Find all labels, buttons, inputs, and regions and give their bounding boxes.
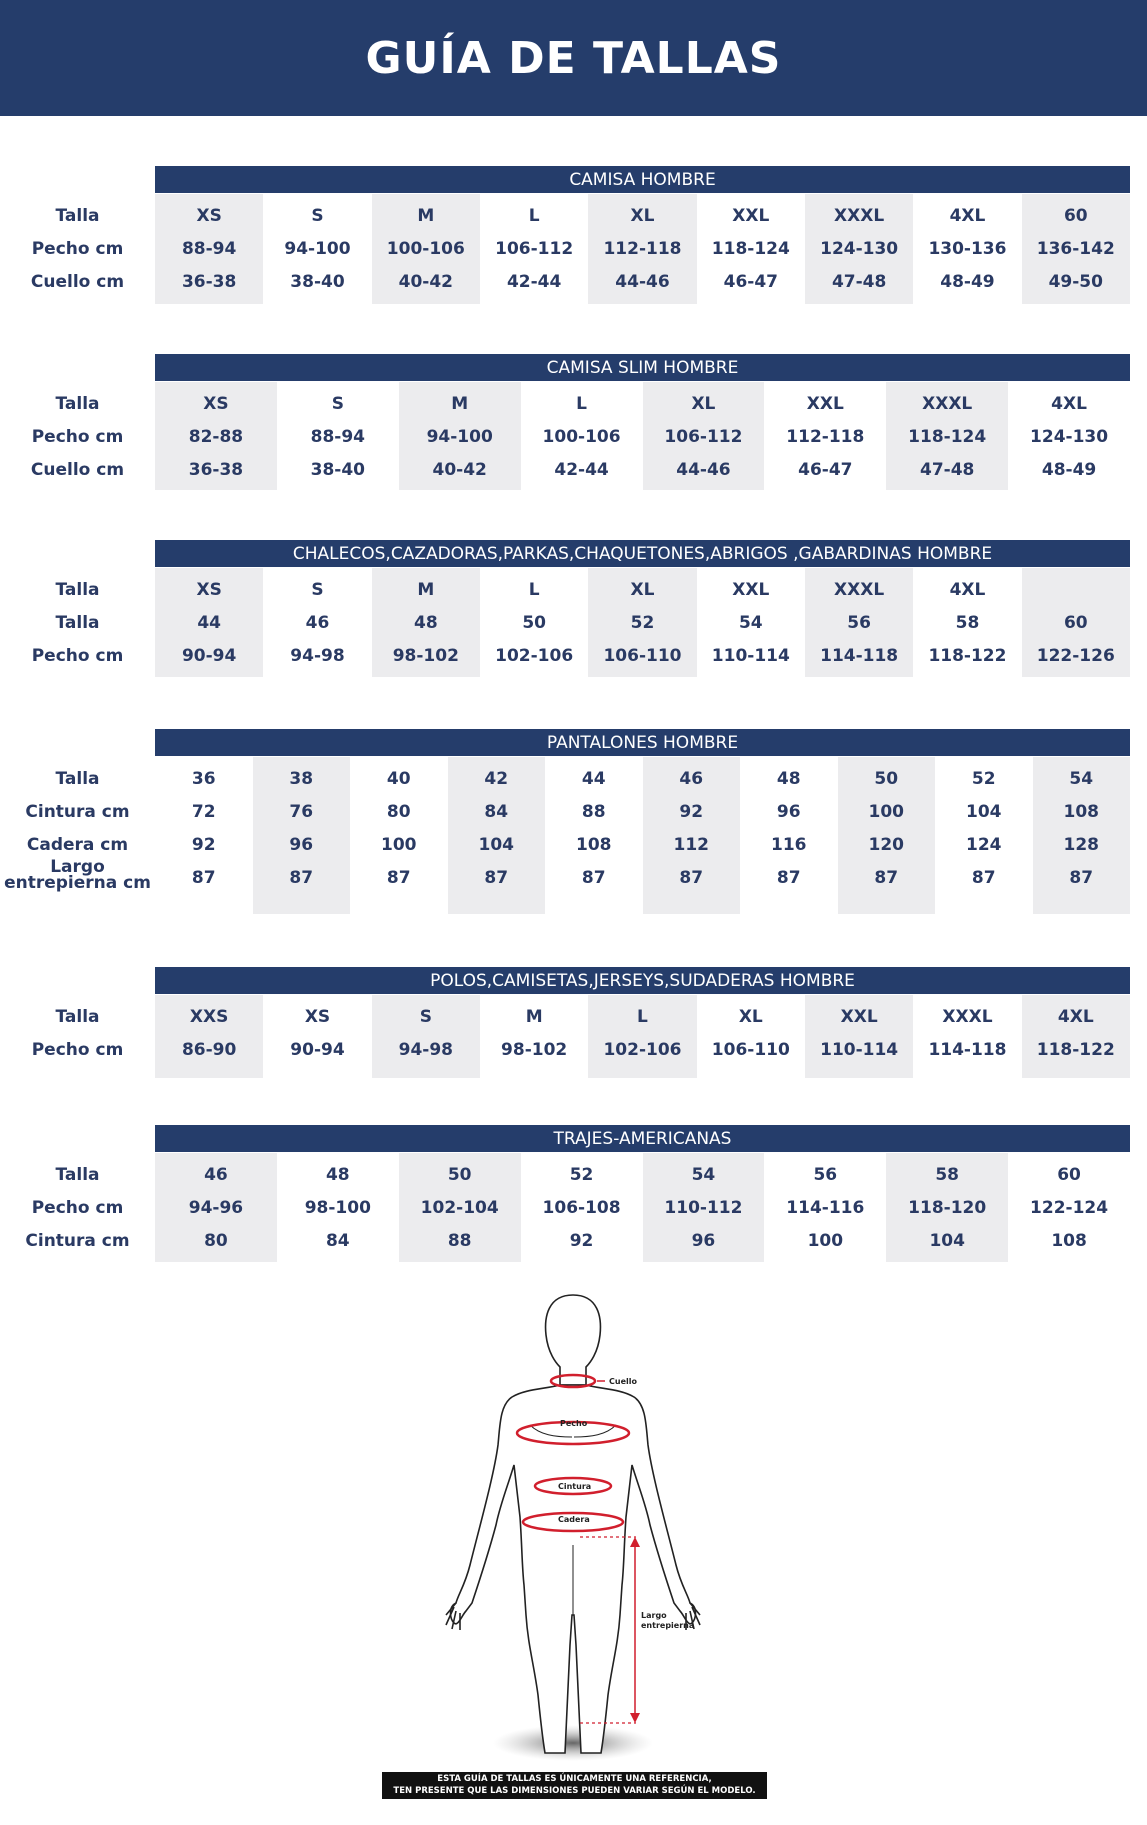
size-cell: 96 — [691, 1231, 716, 1251]
row-label: Pecho cm — [31, 1198, 124, 1218]
size-column — [155, 568, 263, 677]
size-cell: 92 — [191, 835, 216, 855]
size-column — [155, 757, 253, 914]
size-column — [588, 194, 696, 304]
size-column — [886, 382, 1008, 490]
size-cell: 114-118 — [820, 646, 899, 666]
section-title: CAMISA HOMBRE — [155, 166, 1130, 193]
size-column — [253, 757, 351, 914]
size-cell: 120 — [868, 835, 904, 855]
size-column — [913, 568, 1021, 677]
size-column — [399, 382, 521, 490]
size-cell: 58 — [955, 613, 980, 633]
size-column — [480, 568, 588, 677]
size-cell: 94-100 — [284, 239, 351, 259]
size-cell: 36 — [191, 769, 216, 789]
size-cell: 87 — [581, 868, 606, 888]
size-column — [805, 568, 913, 677]
size-cell: 42-44 — [506, 272, 562, 292]
size-cell: 82-88 — [188, 427, 244, 447]
size-cell: 124-130 — [1030, 427, 1109, 447]
size-column — [448, 757, 546, 914]
size-cell: 90-94 — [290, 1040, 345, 1060]
size-cell: L — [576, 394, 587, 414]
size-cell: 87 — [874, 868, 899, 888]
section-title: POLOS,CAMISETAS,JERSEYS,SUDADERAS HOMBRE — [155, 967, 1130, 994]
size-cell: 40-42 — [432, 460, 487, 480]
size-cell: XL — [738, 1007, 763, 1027]
size-cell: 87 — [679, 868, 704, 888]
size-cell: 40-42 — [398, 272, 453, 292]
size-column — [1022, 194, 1130, 304]
size-cell: XS — [196, 206, 222, 226]
size-cell: XS — [203, 394, 229, 414]
size-cell: 4XL — [1057, 1007, 1094, 1027]
size-cell: M — [525, 1007, 543, 1027]
size-cell: 110-114 — [711, 646, 790, 666]
size-cell: 86-90 — [181, 1040, 237, 1060]
size-cell: M — [451, 394, 469, 414]
size-cell: 112 — [673, 835, 709, 855]
size-cell: 48-49 — [940, 272, 995, 292]
size-cell: XXXL — [942, 1007, 993, 1027]
row-label: Pecho cm — [31, 239, 124, 259]
size-cell: 46 — [204, 1165, 228, 1185]
size-cell: 136-142 — [1036, 239, 1115, 259]
size-cell: 92 — [569, 1231, 594, 1251]
size-cell: XXXL — [922, 394, 973, 414]
label-cuello: Cuello — [609, 1377, 637, 1386]
body-silhouette-illustration — [0, 1285, 1147, 1805]
floor-shadow — [493, 1725, 653, 1761]
size-cell: 46 — [679, 769, 704, 789]
size-cell: 112-118 — [786, 427, 865, 447]
size-cell: 122-126 — [1036, 646, 1115, 666]
size-cell: 38-40 — [290, 272, 345, 292]
size-cell: 110-112 — [664, 1198, 743, 1218]
size-cell: 48 — [413, 613, 438, 633]
size-column — [521, 382, 643, 490]
row-label: Pecho cm — [31, 427, 124, 447]
row-label: Talla — [55, 580, 100, 600]
page-title: GUÍA DE TALLAS — [365, 32, 782, 84]
row-label: Talla — [55, 394, 100, 414]
size-column — [805, 995, 913, 1078]
disclaimer-note — [382, 1772, 767, 1799]
size-column — [399, 1153, 521, 1262]
size-cell: 118-124 — [908, 427, 987, 447]
size-cell: 88 — [581, 802, 606, 822]
size-cell: M — [417, 206, 435, 226]
row-label: Cadera cm — [26, 835, 129, 855]
row-label: Cuello cm — [30, 272, 125, 292]
size-cell: 87 — [484, 868, 509, 888]
size-cell: 44-46 — [615, 272, 670, 292]
size-cell: 94-98 — [398, 1040, 453, 1060]
size-cell: 106-112 — [495, 239, 574, 259]
size-column — [1008, 1153, 1130, 1262]
size-cell: 4XL — [1051, 394, 1087, 414]
size-column — [372, 995, 480, 1078]
size-cell: 38 — [289, 769, 314, 789]
label-largo: Largo — [641, 1611, 667, 1620]
size-cell: 116 — [771, 835, 807, 855]
size-cell: XL — [691, 394, 716, 414]
size-column — [545, 757, 643, 914]
size-column — [935, 757, 1033, 914]
size-cell: 118-124 — [711, 239, 790, 259]
size-cell: 98-102 — [392, 646, 459, 666]
size-columns — [155, 382, 1130, 490]
size-cell: 102-106 — [603, 1040, 682, 1060]
size-cell: XS — [304, 1007, 331, 1027]
label-pecho: Pecho — [560, 1419, 588, 1428]
size-cell: 38-40 — [310, 460, 365, 480]
size-column — [886, 1153, 1008, 1262]
size-cell: XXXL — [834, 580, 885, 600]
size-cell: 112-118 — [603, 239, 682, 259]
size-cell: 122-124 — [1030, 1198, 1109, 1218]
section-title: PANTALONES HOMBRE — [155, 729, 1130, 756]
size-column — [643, 382, 765, 490]
size-cell: 48 — [776, 769, 801, 789]
size-cell: 88-94 — [310, 427, 365, 447]
size-cell: XS — [196, 580, 222, 600]
disclaimer-line-1: ESTA GUÍA DE TALLAS ES ÚNICAMENTE UNA REFERENCIA, — [437, 1774, 712, 1784]
size-cell: 106-108 — [542, 1198, 621, 1218]
size-column — [764, 382, 886, 490]
size-cell: 60 — [1057, 1165, 1081, 1185]
size-cell: 118-122 — [1036, 1040, 1115, 1060]
size-cell: 44 — [581, 769, 606, 789]
size-cell: 56 — [847, 613, 871, 633]
size-column — [643, 1153, 765, 1262]
size-cell: 40 — [386, 769, 411, 789]
size-cell: S — [311, 580, 324, 600]
size-column — [697, 568, 805, 677]
size-cell: 46 — [305, 613, 330, 633]
size-cell: 87 — [776, 868, 801, 888]
size-column — [1033, 757, 1131, 914]
size-column — [372, 194, 480, 304]
size-cell: 76 — [289, 802, 314, 822]
size-cell: 106-112 — [664, 427, 743, 447]
size-column — [277, 1153, 399, 1262]
size-cell: 4XL — [949, 580, 986, 600]
size-cell: L — [637, 1007, 648, 1027]
size-cell: 49-50 — [1048, 272, 1103, 292]
size-cell: S — [419, 1007, 432, 1027]
size-cell: 52 — [971, 769, 996, 789]
size-column — [155, 382, 277, 490]
size-columns — [155, 568, 1130, 677]
row-label: Talla — [55, 769, 100, 789]
size-cell: XXXL — [834, 206, 885, 226]
disclaimer-line-2: TEN PRESENTE QUE LAS DIMENSIONES PUEDEN VARIAR SEGÚN EL MODELO. — [393, 1786, 756, 1796]
size-cell: 87 — [1069, 868, 1094, 888]
size-cell: 84 — [484, 802, 509, 822]
page-header — [0, 0, 1147, 116]
size-cell: 54 — [1069, 769, 1094, 789]
size-cell: 47-48 — [920, 460, 975, 480]
size-column — [838, 757, 936, 914]
size-cell: 124 — [966, 835, 1002, 855]
size-cell: 98-100 — [304, 1198, 371, 1218]
size-columns — [155, 995, 1130, 1078]
label-cintura: Cintura — [558, 1482, 592, 1491]
size-cell: 48-49 — [1041, 460, 1097, 480]
size-cell: 102-106 — [495, 646, 574, 666]
size-cell: 100-106 — [386, 239, 465, 259]
size-column — [350, 757, 448, 914]
size-cell: S — [311, 206, 324, 226]
section-title: CHALECOS,CAZADORAS,PARKAS,CHAQUETONES,ABRIGOS ,GABARDINAS HOMBRE — [155, 540, 1130, 567]
size-cell: 36-38 — [181, 272, 237, 292]
size-cell: 54 — [738, 613, 763, 633]
row-label: Cuello cm — [30, 460, 125, 480]
size-cell: XXS — [189, 1007, 229, 1027]
section-title: TRAJES-AMERICANAS — [155, 1125, 1130, 1152]
size-column — [913, 995, 1021, 1078]
size-cell: XXL — [732, 580, 770, 600]
size-column — [263, 995, 371, 1078]
size-cell: 104 — [966, 802, 1002, 822]
size-column — [155, 194, 263, 304]
size-column — [588, 568, 696, 677]
size-cell: XL — [630, 206, 655, 226]
size-cell: 84 — [325, 1231, 350, 1251]
size-cell: XXL — [806, 394, 844, 414]
section-title: CAMISA SLIM HOMBRE — [155, 354, 1130, 381]
size-column — [263, 194, 371, 304]
size-cell: S — [331, 394, 344, 414]
size-cell: 108 — [1051, 1231, 1087, 1251]
size-cell: 94-100 — [426, 427, 493, 447]
size-cell: 80 — [386, 802, 411, 822]
size-cell: 87 — [386, 868, 411, 888]
body-outline — [446, 1295, 700, 1753]
row-label: entrepierna cm — [4, 873, 151, 893]
size-cell: 94-98 — [290, 646, 345, 666]
size-columns — [155, 1153, 1130, 1262]
size-cell: 94-96 — [188, 1198, 244, 1218]
body-measurement-figure — [0, 1285, 1147, 1805]
size-cell: 104 — [929, 1231, 965, 1251]
size-cell: 80 — [204, 1231, 228, 1251]
size-cell: 128 — [1063, 835, 1099, 855]
size-column — [480, 995, 588, 1078]
size-column — [155, 1153, 277, 1262]
size-cell: 87 — [971, 868, 996, 888]
size-cell: XL — [630, 580, 655, 600]
size-cell: 48 — [325, 1165, 350, 1185]
size-cell: 47-48 — [831, 272, 887, 292]
size-cell: 44-46 — [676, 460, 731, 480]
size-column — [740, 757, 838, 914]
row-label: Largo — [50, 857, 105, 877]
size-cell: 100-106 — [542, 427, 621, 447]
size-cell: M — [417, 580, 435, 600]
size-cell: 4XL — [949, 206, 986, 226]
size-cell: 114-118 — [928, 1040, 1007, 1060]
size-column — [480, 194, 588, 304]
size-cell: 88-94 — [181, 239, 237, 259]
size-cell: 110-114 — [820, 1040, 899, 1060]
row-label: Pecho cm — [31, 1040, 124, 1060]
size-column — [913, 194, 1021, 304]
size-cell: 87 — [289, 868, 314, 888]
size-cell: L — [528, 580, 540, 600]
size-cell: 100 — [807, 1231, 844, 1251]
size-cell: 124-130 — [820, 239, 899, 259]
size-cell: 44 — [197, 613, 221, 633]
label-cadera: Cadera — [558, 1515, 590, 1524]
size-cell: 108 — [1063, 802, 1099, 822]
size-cell: 52 — [569, 1165, 594, 1185]
size-cell: 36-38 — [188, 460, 244, 480]
size-cell: XXL — [840, 1007, 878, 1027]
row-label: Pecho cm — [31, 646, 124, 666]
size-column — [805, 194, 913, 304]
size-cell: 96 — [776, 802, 801, 822]
size-column — [643, 757, 741, 914]
size-cell: 106-110 — [603, 646, 682, 666]
label-entrepierna: entrepierna — [641, 1621, 695, 1630]
size-cell: 106-110 — [711, 1040, 790, 1060]
size-cell: 108 — [576, 835, 612, 855]
size-column — [1008, 382, 1130, 490]
size-column — [697, 995, 805, 1078]
size-column — [1022, 568, 1130, 677]
size-cell: 72 — [191, 802, 216, 822]
size-column — [263, 568, 371, 677]
size-cell: 58 — [935, 1165, 960, 1185]
size-cell: L — [528, 206, 540, 226]
size-cell: 90-94 — [181, 646, 237, 666]
size-cell: 42 — [484, 769, 509, 789]
size-cell: 102-104 — [420, 1198, 499, 1218]
size-columns — [155, 757, 1130, 914]
row-label: Talla — [55, 206, 100, 226]
size-cell: 46-47 — [723, 272, 778, 292]
size-cell: 96 — [289, 835, 314, 855]
size-cell: 50 — [447, 1165, 472, 1185]
size-column — [588, 995, 696, 1078]
size-cell: XXL — [732, 206, 770, 226]
size-cell: 98-102 — [501, 1040, 568, 1060]
size-column — [372, 568, 480, 677]
row-label: Cintura cm — [25, 802, 130, 822]
size-column — [1022, 995, 1130, 1078]
size-cell: 54 — [691, 1165, 716, 1185]
size-column — [155, 995, 263, 1078]
size-column — [521, 1153, 643, 1262]
size-column — [764, 1153, 886, 1262]
size-cell: 60 — [1063, 206, 1088, 226]
size-cell: 114-116 — [786, 1198, 865, 1218]
size-cell: 100 — [381, 835, 417, 855]
size-cell: 87 — [191, 868, 216, 888]
size-cell: 52 — [630, 613, 655, 633]
size-cell: 60 — [1063, 613, 1088, 633]
row-label: Talla — [55, 1007, 100, 1027]
size-column — [697, 194, 805, 304]
size-cell: 56 — [813, 1165, 838, 1185]
row-label: Talla — [55, 1165, 100, 1185]
size-column — [277, 382, 399, 490]
row-label: Talla — [55, 613, 100, 633]
size-columns — [155, 194, 1130, 304]
size-cell: 46-47 — [798, 460, 853, 480]
size-cell: 42-44 — [554, 460, 609, 480]
row-label: Cintura cm — [25, 1231, 130, 1251]
size-cell: 92 — [679, 802, 704, 822]
size-cell: 88 — [447, 1231, 472, 1251]
size-cell: 50 — [874, 769, 899, 789]
size-cell: 118-120 — [908, 1198, 987, 1218]
size-cell: 104 — [478, 835, 514, 855]
size-cell: 100 — [868, 802, 904, 822]
size-cell: 50 — [522, 613, 546, 633]
size-cell: 118-122 — [928, 646, 1007, 666]
size-cell: 130-136 — [928, 239, 1007, 259]
